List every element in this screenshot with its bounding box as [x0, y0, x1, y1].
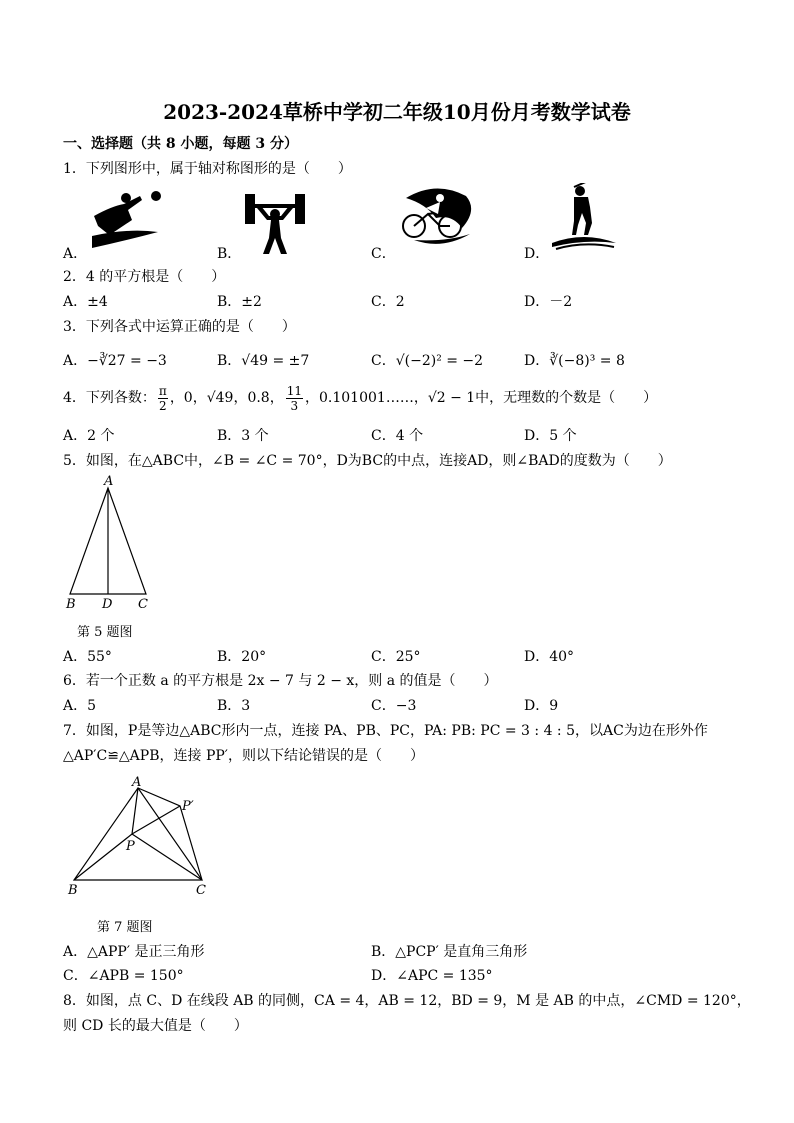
q4-pi-fraction — [158, 384, 168, 413]
q5-option-b: B．20° — [217, 649, 267, 665]
q7-label-b: B — [68, 883, 78, 898]
volleyball-player-icon — [88, 186, 168, 252]
q7-label-p: P — [126, 839, 135, 854]
q2-option-a: A．±4 — [63, 294, 108, 310]
q5-label-b: B — [66, 597, 76, 612]
q5-label-a: A — [104, 474, 114, 489]
page-title: 2023-2024草桥中学初二年级10月份月考数学试卷 — [163, 100, 631, 124]
q1-option-d: D． — [524, 246, 550, 262]
q4-pi-denominator: 2 — [159, 398, 167, 413]
q6-option-a: A．5 — [63, 698, 97, 714]
q6-option-d: D．9 — [524, 698, 559, 714]
question-8-stem-line2: 则 CD 长的最大值是（ ） — [63, 1018, 248, 1034]
q4-fraction-denominator: 3 — [290, 398, 299, 413]
question-6-stem: 6．若一个正数 a 的平方根是 2x − 7 与 2 − x，则 a 的值是（ ） — [63, 673, 498, 689]
q5-triangle-figure — [60, 474, 160, 614]
q4-stem-middle: ，0，√49，0.8̇， — [169, 390, 284, 406]
q4-pi-numerator: π — [158, 383, 167, 398]
question-3-stem: 3．下列各式中运算正确的是（ ） — [63, 319, 296, 335]
q4-stem-prefix: 4．下列各数： — [63, 390, 156, 406]
q1-option-b: B． — [217, 246, 242, 262]
q5-option-c: C．25° — [371, 649, 421, 665]
q4-fraction-numerator: 11 — [286, 383, 303, 398]
q7-option-d: D．∠APC = 135° — [371, 968, 493, 984]
q1-option-a: A． — [63, 246, 88, 262]
q6-option-c: C．−3 — [371, 698, 417, 714]
q7-option-b: B．△PCP′ 是直角三角形 — [371, 944, 528, 960]
weightlifter-icon — [243, 190, 307, 256]
question-1-stem: 1．下列图形中，属于轴对称图形的是（ ） — [63, 161, 352, 177]
q4-option-c: C．4 个 — [371, 428, 424, 444]
q2-option-c: C．2 — [371, 294, 405, 310]
q5-label-c: C — [138, 597, 148, 612]
question-7-stem-line2: △AP′C≌△APB，连接 PP′，则以下结论错误的是（ ） — [63, 748, 424, 764]
q4-eleven-thirds-fraction — [286, 384, 303, 413]
q7-figure-caption: 第 7 题图 — [97, 920, 153, 935]
q7-option-c: C．∠APB = 150° — [63, 968, 184, 984]
q5-option-a: A．55° — [63, 649, 112, 665]
section-heading: 一、选择题（共 8 小题，每题 3 分） — [63, 136, 298, 152]
q3-option-a: A．−∛27 = −3 — [63, 353, 167, 369]
q5-figure-caption: 第 5 题图 — [77, 625, 133, 640]
q2-option-b: B．±2 — [217, 294, 262, 310]
q3-option-c: C．√(−2)² = −2 — [371, 353, 484, 369]
question-7-stem-line1: 7．如图，P是等边△ABC形内一点，连接 PA、PB、PC，PA: PB: PC = 3 : 4 : 5，以AC为边在形外作 — [63, 723, 708, 739]
question-2-stem: 2．4 的平方根是（ ） — [63, 269, 226, 285]
q6-option-b: B．3 — [217, 698, 251, 714]
q1-option-c: C． — [371, 246, 396, 262]
q3-option-b: B．√49 = ±7 — [217, 353, 310, 369]
q7-option-a: A．△APP′ 是正三角形 — [63, 944, 205, 960]
question-8-stem-line1: 8．如图，点 C、D 在线段 AB 的同侧，CA = 4，AB = 12，BD = 9，M 是 AB 的中点，∠CMD = 120°， — [63, 993, 751, 1009]
q3-option-d: D．∛(−8)³ = 8 — [524, 353, 625, 369]
q7-label-a: A — [132, 775, 142, 790]
q5-option-d: D．40° — [524, 649, 575, 665]
q4-option-d: D．5 个 — [524, 428, 577, 444]
q4-option-a: A．2 个 — [63, 428, 115, 444]
q5-label-d: D — [102, 597, 113, 612]
cyclist-icon — [396, 184, 476, 248]
question-4-stem — [63, 383, 657, 413]
question-5-stem: 5．如图，在△ABC中，∠B = ∠C = 70°，D为BC的中点，连接AD，则∠BAD的度数为（ ） — [63, 453, 672, 469]
q4-option-b: B．3 个 — [217, 428, 269, 444]
golfer-icon — [548, 183, 620, 253]
q4-stem-suffix: ，0.101001……，√2 − 1中，无理数的个数是（ ） — [305, 390, 658, 406]
q2-option-d: D．－2 — [524, 294, 573, 310]
q7-triangle-figure — [64, 772, 224, 900]
q7-label-p-prime: P′ — [182, 799, 194, 814]
q7-label-c: C — [196, 883, 206, 898]
